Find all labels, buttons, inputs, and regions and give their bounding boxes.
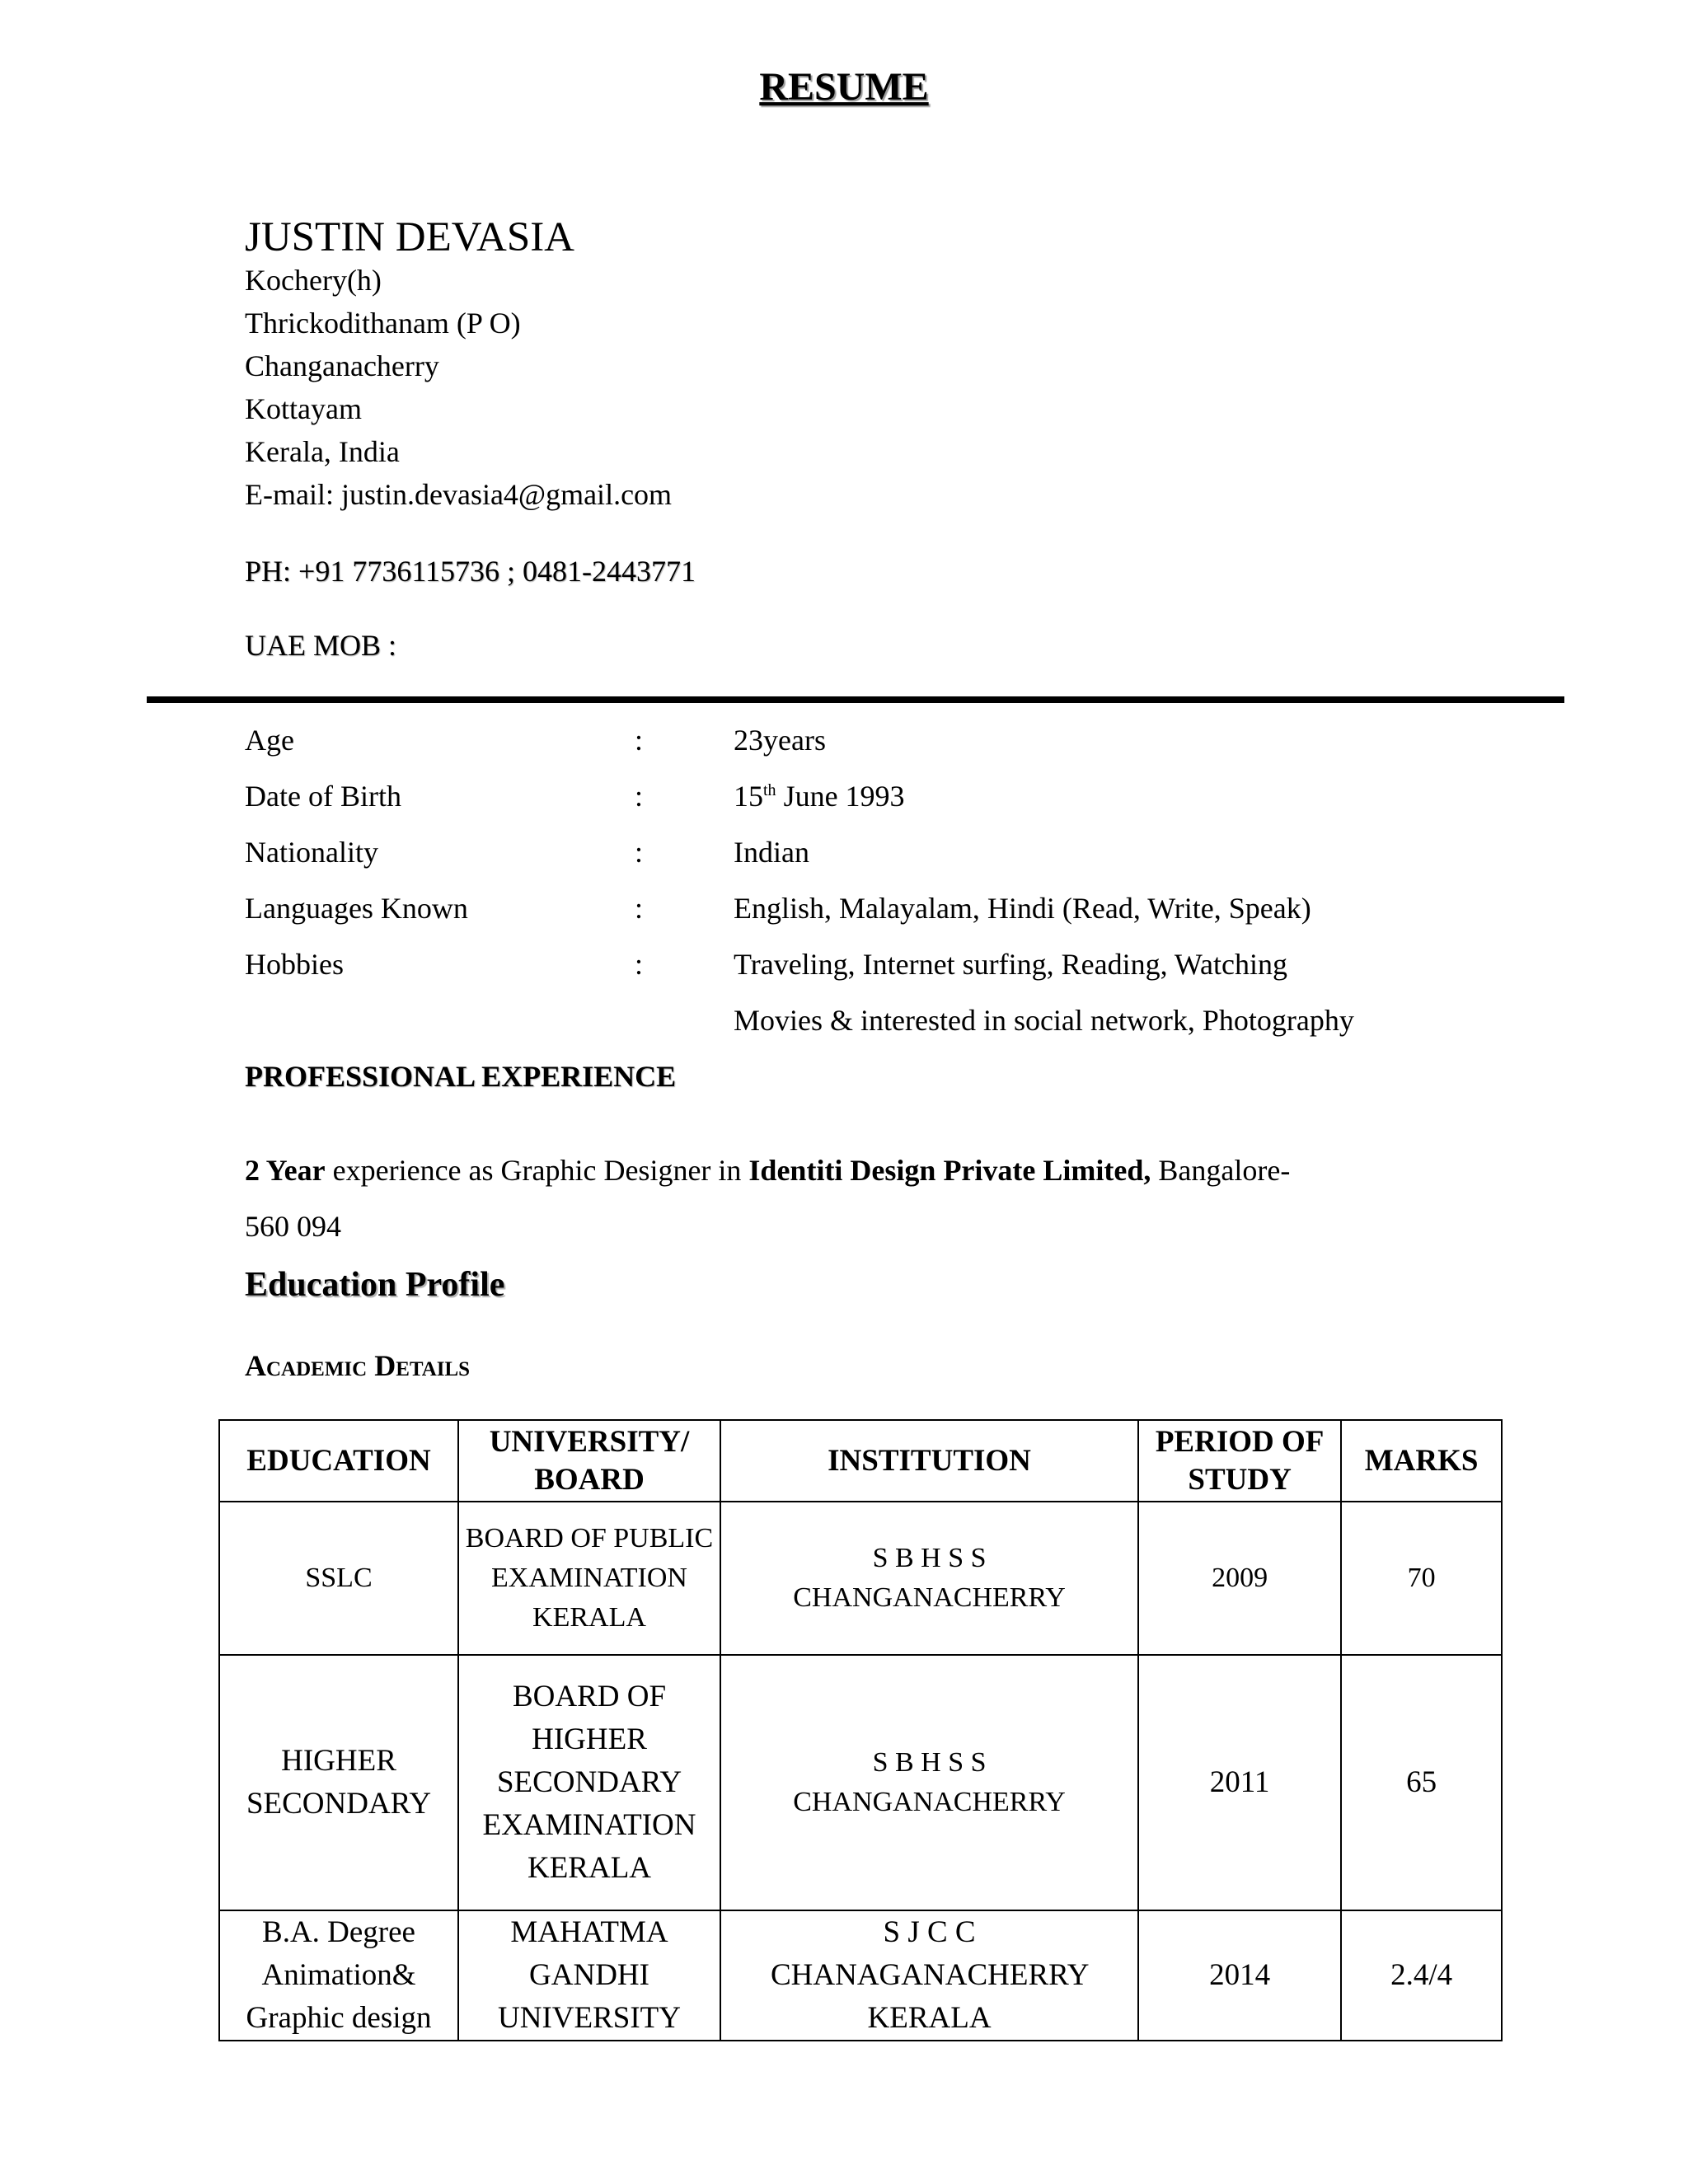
- dob-month-year: June 1993: [776, 780, 905, 813]
- dob-suffix: th: [763, 781, 776, 799]
- table-row: [219, 1502, 1502, 1655]
- hobbies-value-continued: Movies & interested in social network, Photography: [734, 1004, 1354, 1037]
- colon: :: [635, 892, 644, 925]
- table-row: [219, 1910, 1502, 2041]
- cell-board: BOARD OF PUBLIC EXAMINATION KERALA: [458, 1502, 720, 1655]
- languages-value: English, Malayalam, Hindi (Read, Write, Speak): [734, 892, 1311, 925]
- colon: :: [635, 724, 644, 757]
- experience-line-continued: 560 094: [245, 1210, 341, 1243]
- cell-marks: 70: [1341, 1502, 1502, 1655]
- dob-day: 15: [734, 780, 763, 813]
- company-city: Bangalore-: [1151, 1154, 1291, 1187]
- cell-institution: S B H S S CHANGANACHERRY: [720, 1655, 1138, 1910]
- address-line: Thrickodithanam (P O): [245, 307, 521, 340]
- colon: :: [635, 948, 644, 981]
- nationality-label: Nationality: [245, 836, 378, 869]
- company-name: Identiti Design Private Limited,: [748, 1154, 1151, 1187]
- academic-table: [218, 1419, 1503, 2041]
- cell-board: BOARD OF HIGHER SECONDARY EXAMINATION KERALA: [458, 1655, 720, 1910]
- header-period: PERIOD OF STUDY: [1138, 1420, 1341, 1502]
- header-marks: MARKS: [1341, 1420, 1502, 1502]
- resume-title: RESUME: [759, 65, 929, 109]
- cell-board: MAHATMA GANDHI UNIVERSITY: [458, 1910, 720, 2041]
- experience-line: [245, 1152, 1290, 1188]
- phone-line: PH: +91 7736115736 ; 0481-2443771: [245, 555, 696, 588]
- cell-marks: 65: [1341, 1655, 1502, 1910]
- table-header-row: [219, 1420, 1502, 1502]
- dob-value: [734, 778, 905, 814]
- cell-period: 2011: [1138, 1655, 1341, 1910]
- dob-label: Date of Birth: [245, 780, 401, 813]
- colon: :: [635, 780, 644, 813]
- cell-education: HIGHER SECONDARY: [219, 1655, 458, 1910]
- address-line: Kochery(h): [245, 264, 382, 297]
- header-board: UNIVERSITY/ BOARD: [458, 1420, 720, 1502]
- hobbies-value: Traveling, Internet surfing, Reading, Watching: [734, 948, 1287, 981]
- hobbies-label: Hobbies: [245, 948, 344, 981]
- table-row: [219, 1655, 1502, 1910]
- address-line: Kerala, India: [245, 435, 400, 468]
- address-line: Changanacherry: [245, 349, 439, 382]
- cell-education: B.A. Degree Animation& Graphic design: [219, 1910, 458, 2041]
- colon: :: [635, 836, 644, 869]
- cell-period: 2014: [1138, 1910, 1341, 2041]
- cell-marks: 2.4/4: [1341, 1910, 1502, 2041]
- languages-label: Languages Known: [245, 892, 468, 925]
- cell-institution: S J C C CHANAGANACHERRY KERALA: [720, 1910, 1138, 2041]
- academic-details-heading: Academic Details: [245, 1349, 471, 1382]
- education-heading: Education Profile: [245, 1266, 505, 1304]
- header-institution: INSTITUTION: [720, 1420, 1138, 1502]
- age-label: Age: [245, 724, 294, 757]
- experience-duration: 2 Year: [245, 1154, 326, 1187]
- address-line: Kottayam: [245, 392, 362, 425]
- experience-text: experience as Graphic Designer in: [325, 1154, 749, 1187]
- cell-institution: S B H S S CHANGANACHERRY: [720, 1502, 1138, 1655]
- section-divider: [147, 696, 1564, 703]
- email-line: E-mail: justin.devasia4@gmail.com: [245, 478, 673, 511]
- nationality-value: Indian: [734, 836, 809, 869]
- cell-education: SSLC: [219, 1502, 458, 1655]
- candidate-name: JUSTIN DEVASIA: [245, 214, 575, 260]
- uae-mobile-line: UAE MOB :: [245, 629, 397, 662]
- experience-heading: PROFESSIONAL EXPERIENCE: [245, 1060, 677, 1093]
- cell-period: 2009: [1138, 1502, 1341, 1655]
- age-value: 23years: [734, 724, 826, 757]
- header-education: EDUCATION: [219, 1420, 458, 1502]
